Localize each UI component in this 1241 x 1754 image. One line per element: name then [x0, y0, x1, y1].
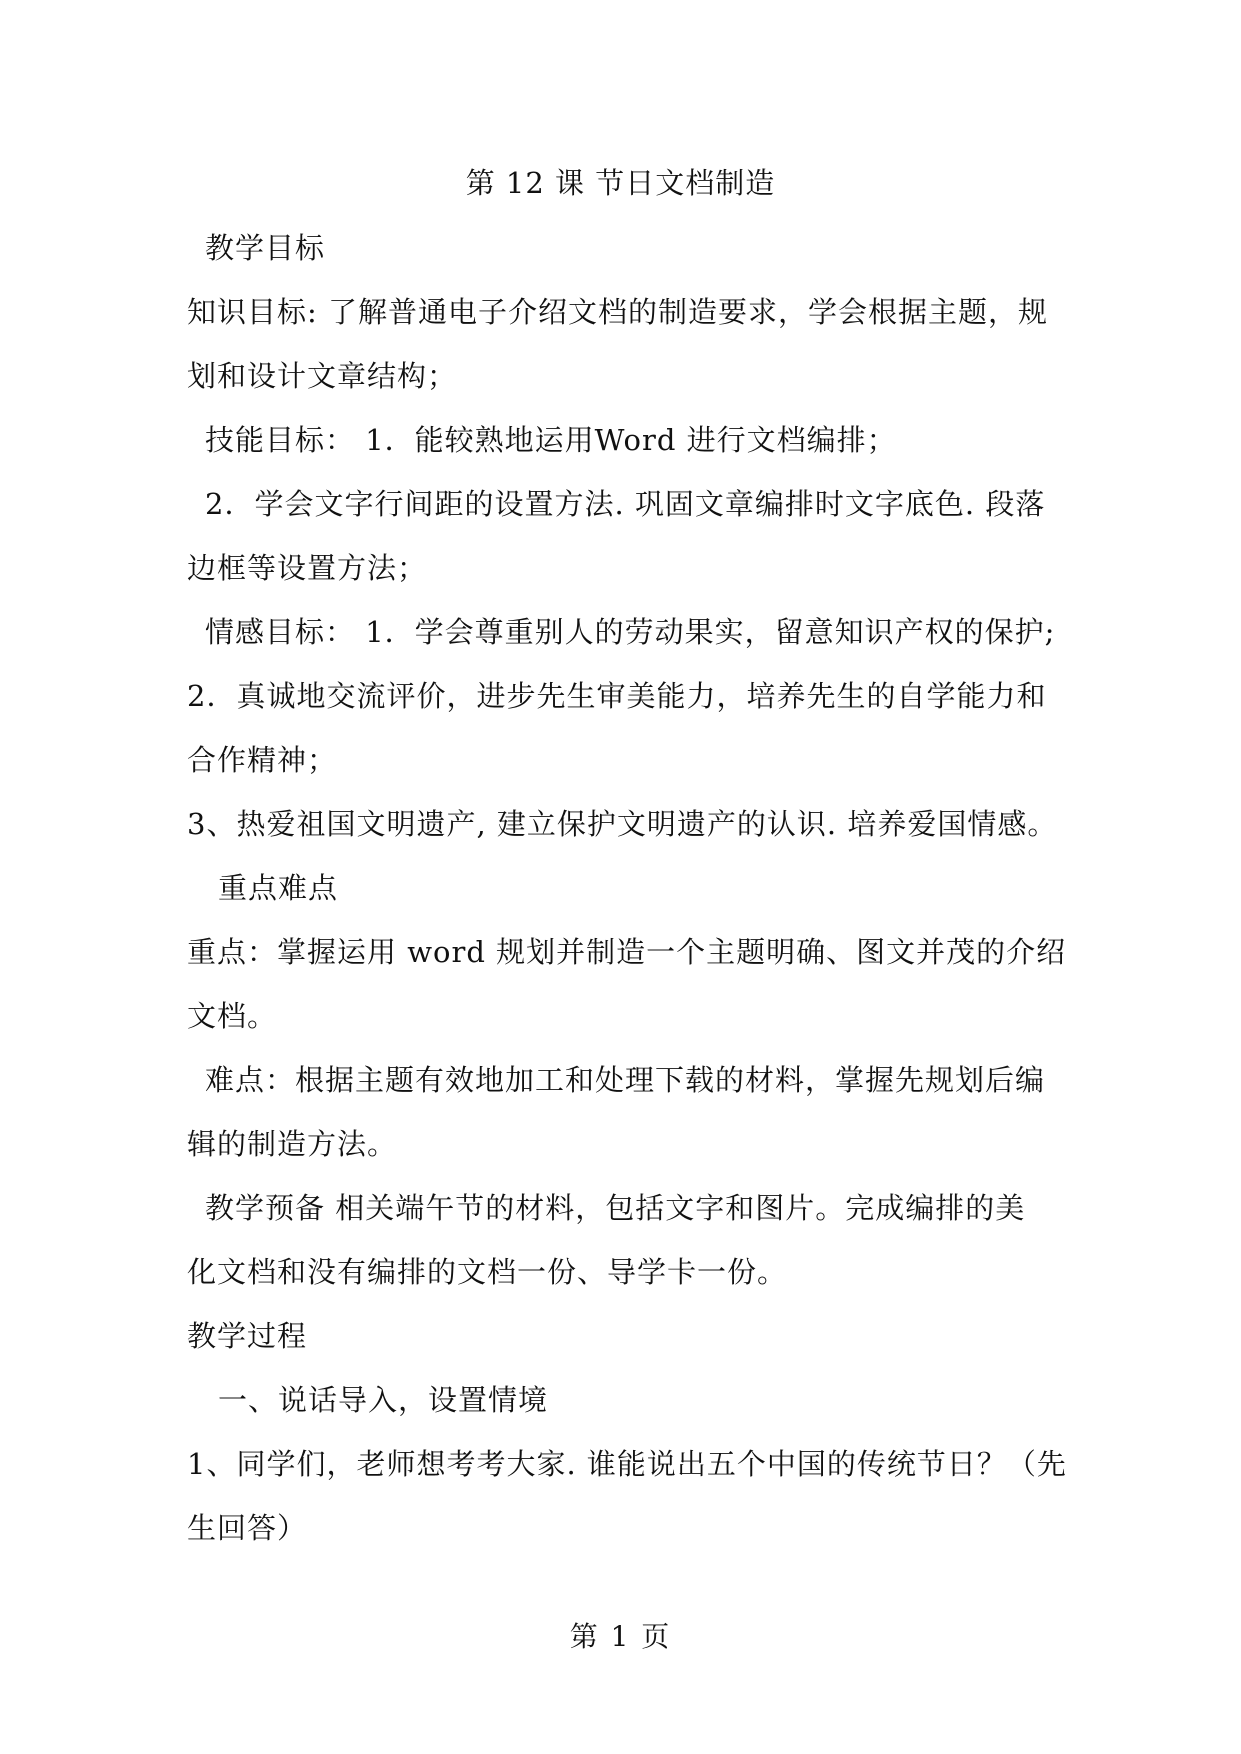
paragraph-line: 边框等设置方法；	[187, 551, 428, 585]
paragraph-line: 1、同学们，老师想考考大家. 谁能说出五个中国的传统节日？（先	[187, 1447, 1067, 1481]
page-number: 第 1 页	[569, 1620, 672, 1653]
paragraph-line: 教学预备 相关端午节的材料，包括文字和图片。完成编排的美	[205, 1191, 1026, 1225]
subsection-heading: 一、说话导入，设置情境	[218, 1383, 549, 1417]
section-heading-objectives: 教学目标	[205, 231, 326, 265]
lesson-title: 第 12 课 节日文档制造	[465, 166, 776, 200]
paragraph-line: 文档。	[187, 999, 278, 1033]
paragraph-line: 辑的制造方法。	[187, 1127, 398, 1161]
paragraph-line: 难点：根据主题有效地加工和处理下载的材料，掌握先规划后编	[205, 1063, 1046, 1097]
paragraph-line: 合作精神；	[187, 743, 338, 777]
paragraph-line: 技能目标： 1．能较熟地运用Word 进行文档编排；	[205, 423, 897, 457]
section-heading-process: 教学过程	[187, 1319, 308, 1353]
section-heading-key-points: 重点难点	[218, 871, 339, 905]
paragraph-line: 3、热爱祖国文明遗产, 建立保护文明遗产的认识. 培养爱国情感。	[187, 807, 1058, 841]
paragraph-line: 生回答）	[187, 1511, 308, 1545]
paragraph-line: 知识目标: 了解普通电子介绍文档的制造要求，学会根据主题，规	[187, 295, 1048, 329]
paragraph-line: 2．学会文字行间距的设置方法. 巩固文章编排时文字底色. 段落	[205, 487, 1046, 521]
paragraph-line: 重点：掌握运用 word 规划并制造一个主题明确、图文并茂的介绍	[187, 935, 1067, 969]
paragraph-line: 划和设计文章结构；	[187, 359, 458, 393]
paragraph-line: 情感目标： 1．学会尊重别人的劳动果实，留意知识产权的保护;	[205, 615, 1056, 649]
paragraph-line: 2．真诚地交流评价，进步先生审美能力，培养先生的自学能力和	[187, 679, 1047, 713]
paragraph-line: 化文档和没有编排的文档一份、导学卡一份。	[187, 1255, 788, 1289]
